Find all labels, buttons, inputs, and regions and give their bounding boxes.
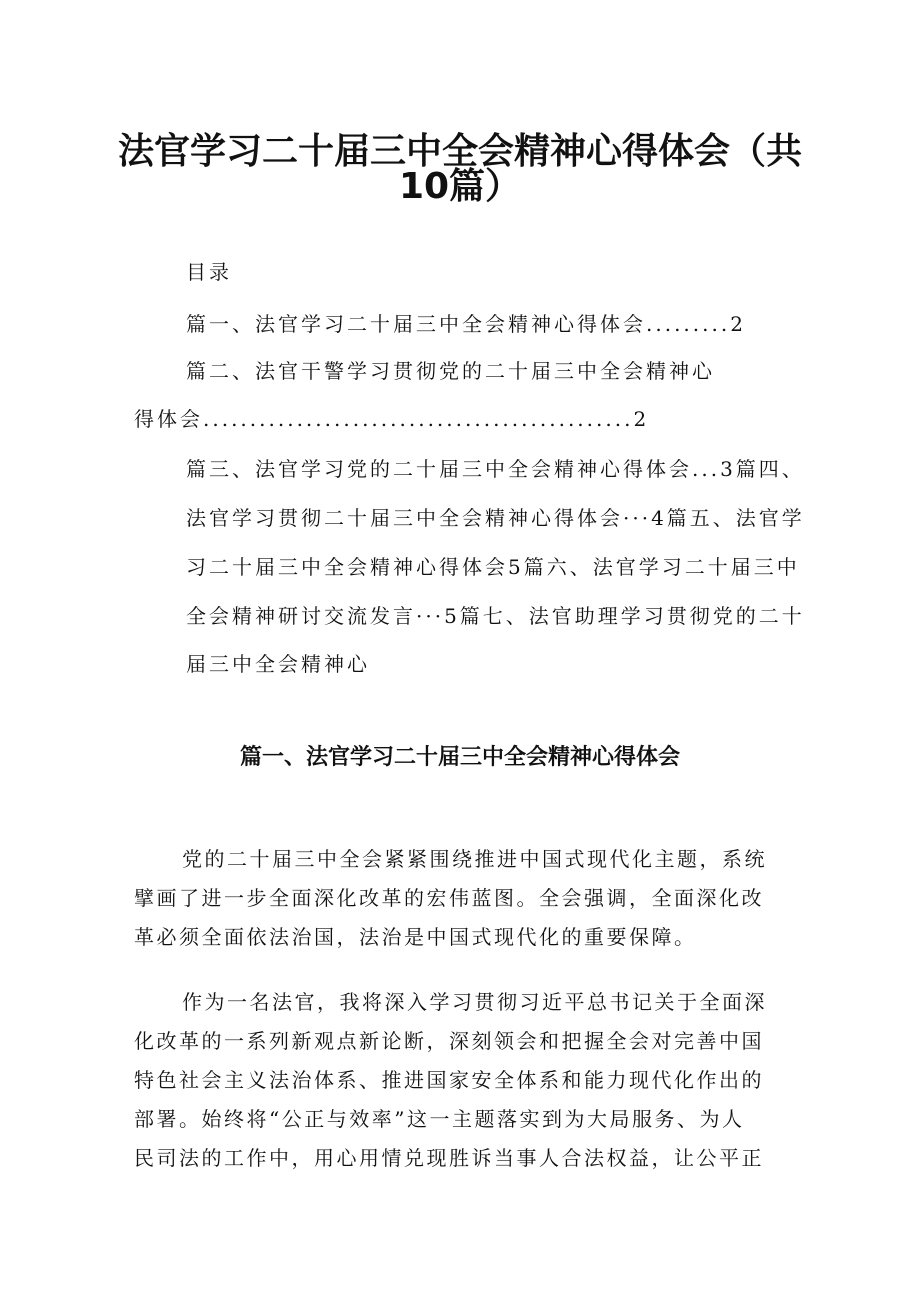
section1-heading: 篇一、法官学习二十届三中全会精神心得体会 [239, 745, 680, 770]
toc-entry-3-line1[interactable]: 篇三、法官学习党的二十届三中全会精神心得体会...3篇四、 [186, 457, 805, 481]
section1-paragraph2 [134, 983, 794, 1178]
toc-entry-3-line2[interactable]: 法官学习贯彻二十届三中全会精神心得体会···4篇五、法官学 [186, 506, 805, 530]
toc-entry-1[interactable]: 篇一、法官学习二十届三中全会精神心得体会.........2 [186, 312, 746, 336]
toc-entry-3-line3[interactable]: 习二十届三中全会精神心得体会5篇六、法官学习二十届三中 [186, 555, 800, 579]
paragraph-line: 擘画了进一步全面深化改革的宏伟蓝图。全会强调，全面深化改 [134, 886, 764, 910]
toc-label: 目录 [186, 260, 232, 284]
section1-paragraph1 [134, 840, 794, 957]
toc-entry-2-line1[interactable]: 篇二、法官干警学习贯彻党的二十届三中全会精神心 [186, 359, 715, 383]
paragraph-line: 特色社会主义法治体系、推进国家安全体系和能力现代化作出的 [134, 1068, 764, 1092]
toc-entry-2-line2[interactable]: 得体会..............................................2 [134, 407, 650, 431]
paragraph-line: 革必须全面依法治国，法治是中国式现代化的重要保障。 [134, 925, 697, 949]
paragraph-line: 部署。始终将“公正与效率”这一主题落实到为大局服务、为人 [134, 1107, 745, 1131]
document-title-line2: 10篇） [398, 166, 522, 207]
paragraph-line: 党的二十届三中全会紧紧围绕推进中国式现代化主题，系统 [182, 847, 767, 871]
paragraph-line: 作为一名法官，我将深入学习贯彻习近平总书记关于全面深 [182, 990, 767, 1014]
document-title-line1: 法官学习二十届三中全会精神心得体会（共 [117, 131, 802, 172]
toc-entry-3-line4[interactable]: 全会精神研讨交流发言···5篇七、法官助理学习贯彻党的二十 [186, 604, 805, 628]
toc-entry-3-line5[interactable]: 届三中全会精神心 [186, 652, 370, 676]
paragraph-line: 民司法的工作中，用心用情兑现胜诉当事人合法权益，让公平正 [134, 1146, 764, 1170]
paragraph-line: 化改革的一系列新观点新论断，深刻领会和把握全会对完善中国 [134, 1029, 764, 1053]
